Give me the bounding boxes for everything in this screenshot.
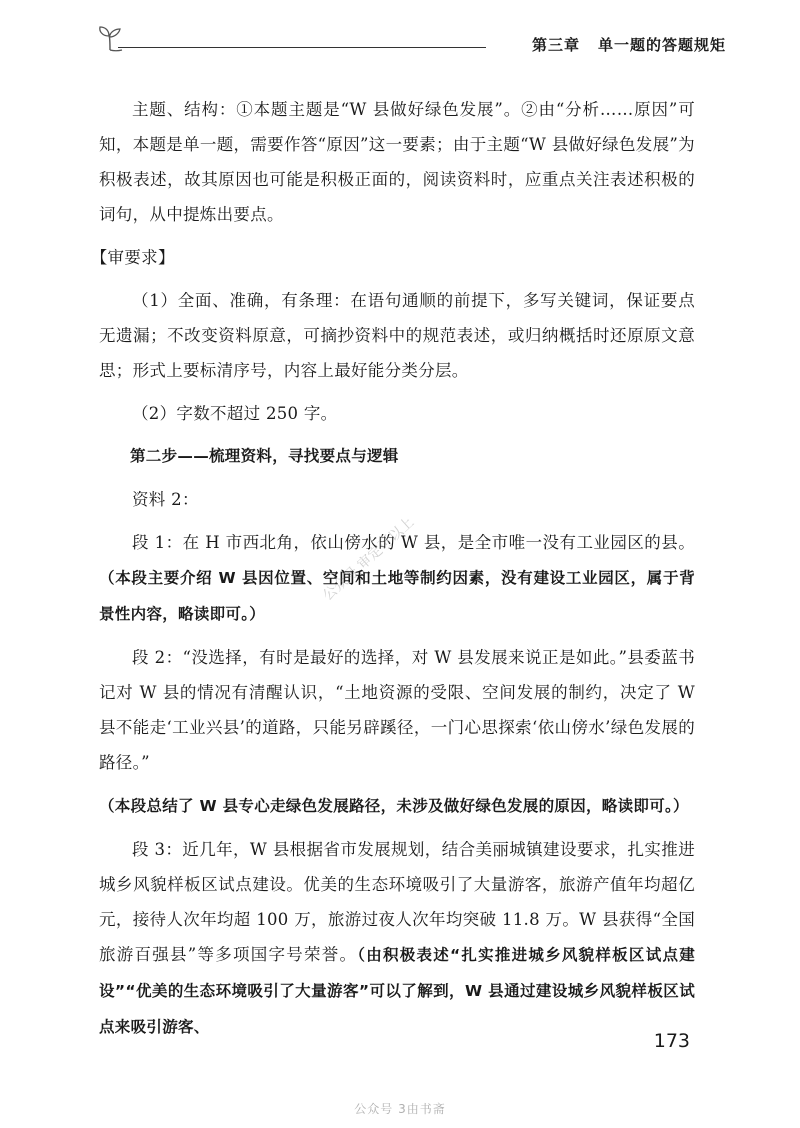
segment-3-note: （由积极表述“扎实推进城乡风貌样板区试点建设”“优美的生态环境吸引了大量游客”可以了解到，W 县通过建设城乡风貌样板区试点来吸引游客、 (99, 946, 695, 1036)
chapter-number: 第三章 (531, 36, 580, 54)
running-header (96, 20, 726, 60)
chapter-title (532, 34, 726, 55)
paragraph-segment-2-note (99, 788, 695, 824)
step-two-heading: 第二步——梳理资料，寻找要点与逻辑 (130, 447, 399, 465)
page-number: 173 (653, 1030, 690, 1052)
segment-1-note: （本段主要介绍 W 县因位置、空间和土地等制约因素，没有建设工业园区，属于背景性内容，略读即可。） (99, 569, 695, 623)
segment-2-note: （本段总结了 W 县专心走绿色发展路径，未涉及做好绿色发展的原因，略读即可。） (99, 797, 689, 815)
sprout-icon (96, 24, 126, 54)
section-label-requirements: 【审要求】 (90, 248, 175, 267)
segment-3-text: 段 3：近几年，W 县根据省市发展规划，结合美丽城镇建设要求，扎实推进城乡风貌样板区试点建设。优美的生态环境吸引了大量游客，旅游产值年均超亿元，接待人次年均超 100 万，旅游过夜人次年均突破 11.8 万。W 县获得“全国旅游百强县”等多项国字号荣誉。 (99, 840, 695, 964)
header-rule (118, 47, 486, 48)
body-text (90, 92, 695, 1053)
material-label: 资料 2： (132, 490, 199, 509)
paragraph-segment-2: 段 2：“没选择，有时是最好的选择，对 W 县发展来说正是如此。”县委蓝书记对 W 县的情况有清醒认识，“土地资源的受限、空间发展的制约，决定了 W 县不能走‘工业兴县’的道路，只能另辟蹊径，一门心思探索‘依山傍水’绿色发展的路径。” (99, 648, 695, 772)
requirement-1: （1）全面、准确，有条理：在语句通顺的前提下，多写关键词，保证要点无遗漏；不改变资料原意，可摘抄资料中的规范表述，或归纳概括时还原原文意思；形式上要标清序号，内容上最好能分类分层。 (99, 291, 695, 380)
paragraph-theme-structure: 主题、结构：①本题主题是“W 县做好绿色发展”。②由“分析……原因”可知，本题是单一题，需要作答“原因”这一要素；由于主题“W 县做好绿色发展”为积极表述，故其原因也可能是积极正面的，阅读资料时，应重点关注表述积极的词句，从中提炼出要点。 (99, 100, 695, 224)
footer-stamp: 公众号 3由书斋 (354, 1102, 446, 1116)
paragraph-segment-1 (99, 525, 695, 632)
watermark: 公众号 审定可以上 (320, 514, 418, 605)
chapter-name: 单一题的答题规矩 (597, 36, 726, 54)
paragraph-segment-3 (99, 832, 695, 1045)
segment-1-text: 段 1：在 H 市西北角，依山傍水的 W 县，是全市唯一没有工业园区的县。 (132, 533, 695, 552)
requirement-2: （2）字数不超过 250 字。 (132, 404, 338, 423)
